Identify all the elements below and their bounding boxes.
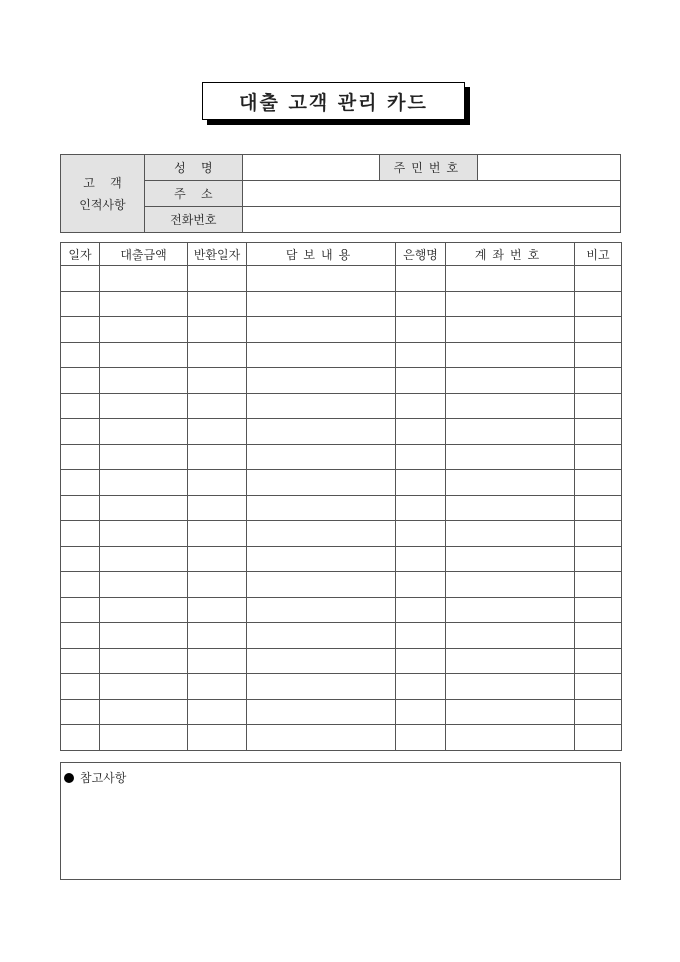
return-date-cell[interactable] [188,419,247,445]
bank-name-cell[interactable] [396,266,446,292]
table-row [61,266,622,292]
account-number-cell[interactable] [446,546,575,572]
account-number-cell[interactable] [446,597,575,623]
collateral-cell[interactable] [247,725,396,751]
remarks-cell[interactable] [575,495,622,521]
bank-name-cell[interactable] [396,674,446,700]
date-cell[interactable] [61,495,100,521]
account-number-cell[interactable] [446,470,575,496]
collateral-cell[interactable] [247,546,396,572]
table-row [61,419,622,445]
table-row [61,521,622,547]
date-cell[interactable] [61,546,100,572]
date-cell[interactable] [61,470,100,496]
return-date-cell[interactable] [188,266,247,292]
address-label: 주 소 [144,181,242,207]
account-number-cell[interactable] [446,725,575,751]
remarks-cell[interactable] [575,368,622,394]
remarks-cell[interactable] [575,419,622,445]
id-number-label: 주민번호 [380,155,478,181]
remarks-cell[interactable] [575,317,622,343]
remarks-cell[interactable] [575,393,622,419]
loan-amount-cell[interactable] [100,419,188,445]
table-row [61,291,622,317]
account-number-cell[interactable] [446,419,575,445]
table-row [61,393,622,419]
remarks-cell[interactable] [575,470,622,496]
loan-amount-cell[interactable] [100,546,188,572]
loan-amount-cell[interactable] [100,699,188,725]
header-return-date: 반환일자 [188,243,247,266]
date-cell[interactable] [61,317,100,343]
loan-amount-cell[interactable] [100,368,188,394]
collateral-cell[interactable] [247,597,396,623]
return-date-cell[interactable] [188,725,247,751]
table-row [61,495,622,521]
date-cell[interactable] [61,444,100,470]
account-number-cell[interactable] [446,266,575,292]
header-collateral: 담보내용 [247,243,396,266]
customer-category-cell [61,155,145,233]
category-line1: 고 객 [83,175,122,190]
date-cell[interactable] [61,648,100,674]
bank-name-cell[interactable] [396,572,446,598]
remarks-cell[interactable] [575,648,622,674]
table-row [61,597,622,623]
collateral-cell[interactable] [247,674,396,700]
date-cell[interactable] [61,699,100,725]
account-number-cell[interactable] [446,368,575,394]
loan-amount-cell[interactable] [100,725,188,751]
return-date-cell[interactable] [188,546,247,572]
header-account-number: 계좌번호 [446,243,575,266]
ledger-body [61,266,622,751]
table-row [61,699,622,725]
bank-name-cell[interactable] [396,623,446,649]
collateral-cell[interactable] [247,266,396,292]
collateral-cell[interactable] [247,648,396,674]
account-number-cell[interactable] [446,674,575,700]
collateral-cell[interactable] [247,572,396,598]
return-date-cell[interactable] [188,495,247,521]
bank-name-cell[interactable] [396,495,446,521]
collateral-cell[interactable] [247,623,396,649]
bank-name-cell[interactable] [396,725,446,751]
loan-amount-cell[interactable] [100,521,188,547]
table-row [61,368,622,394]
bank-name-cell[interactable] [396,419,446,445]
bank-name-cell[interactable] [396,546,446,572]
loan-amount-cell[interactable] [100,623,188,649]
loan-amount-cell[interactable] [100,648,188,674]
remarks-cell[interactable] [575,342,622,368]
date-cell[interactable] [61,291,100,317]
table-row [61,342,622,368]
return-date-cell[interactable] [188,393,247,419]
return-date-cell[interactable] [188,317,247,343]
bank-name-cell[interactable] [396,291,446,317]
remarks-cell[interactable] [575,291,622,317]
account-number-cell[interactable] [446,623,575,649]
return-date-cell[interactable] [188,444,247,470]
phone-label: 전화번호 [144,207,242,233]
customer-info-table [60,154,621,233]
account-number-cell[interactable] [446,699,575,725]
date-cell[interactable] [61,266,100,292]
account-number-cell[interactable] [446,291,575,317]
bank-name-cell[interactable] [396,444,446,470]
table-row [61,572,622,598]
loan-amount-cell[interactable] [100,597,188,623]
collateral-cell[interactable] [247,699,396,725]
return-date-cell[interactable] [188,699,247,725]
loan-amount-cell[interactable] [100,495,188,521]
table-row [61,725,622,751]
date-cell[interactable] [61,572,100,598]
notes-box[interactable] [60,762,621,880]
return-date-cell[interactable] [188,342,247,368]
remarks-cell[interactable] [575,521,622,547]
remarks-cell[interactable] [575,674,622,700]
loan-amount-cell[interactable] [100,470,188,496]
remarks-cell[interactable] [575,546,622,572]
collateral-cell[interactable] [247,368,396,394]
title-block [202,82,470,125]
date-cell[interactable] [61,674,100,700]
table-row [61,674,622,700]
account-number-cell[interactable] [446,521,575,547]
loan-amount-cell[interactable] [100,266,188,292]
return-date-cell[interactable] [188,597,247,623]
table-row [61,317,622,343]
bank-name-cell[interactable] [396,521,446,547]
remarks-cell[interactable] [575,623,622,649]
collateral-cell[interactable] [247,495,396,521]
collateral-cell[interactable] [247,521,396,547]
remarks-cell[interactable] [575,725,622,751]
loan-amount-cell[interactable] [100,291,188,317]
table-row [61,623,622,649]
category-line2: 인적사항 [79,197,126,212]
address-field[interactable] [242,181,620,207]
collateral-cell[interactable] [247,393,396,419]
bank-name-cell[interactable] [396,699,446,725]
notes-heading [64,769,126,786]
remarks-cell[interactable] [575,572,622,598]
collateral-cell[interactable] [247,470,396,496]
remarks-cell[interactable] [575,266,622,292]
page-title: 대출 고객 관리 카드 [202,82,465,120]
phone-field[interactable] [242,207,620,233]
bullet-icon [64,773,74,783]
bank-name-cell[interactable] [396,368,446,394]
table-row [61,470,622,496]
name-field[interactable] [242,155,380,181]
account-number-cell[interactable] [446,572,575,598]
date-cell[interactable] [61,725,100,751]
collateral-cell[interactable] [247,291,396,317]
header-loan-amount: 대출금액 [100,243,188,266]
account-number-cell[interactable] [446,393,575,419]
return-date-cell[interactable] [188,623,247,649]
name-label: 성 명 [144,155,242,181]
return-date-cell[interactable] [188,572,247,598]
bank-name-cell[interactable] [396,470,446,496]
loan-amount-cell[interactable] [100,674,188,700]
return-date-cell[interactable] [188,674,247,700]
return-date-cell[interactable] [188,368,247,394]
remarks-cell[interactable] [575,444,622,470]
remarks-cell[interactable] [575,699,622,725]
loan-ledger-table [60,242,622,751]
header-bank-name: 은행명 [396,243,446,266]
loan-amount-cell[interactable] [100,342,188,368]
account-number-cell[interactable] [446,444,575,470]
collateral-cell[interactable] [247,317,396,343]
date-cell[interactable] [61,521,100,547]
collateral-cell[interactable] [247,444,396,470]
date-cell[interactable] [61,419,100,445]
bank-name-cell[interactable] [396,317,446,343]
loan-amount-cell[interactable] [100,393,188,419]
bank-name-cell[interactable] [396,648,446,674]
return-date-cell[interactable] [188,291,247,317]
table-row [61,444,622,470]
account-number-cell[interactable] [446,317,575,343]
date-cell[interactable] [61,597,100,623]
date-cell[interactable] [61,342,100,368]
collateral-cell[interactable] [247,342,396,368]
date-cell[interactable] [61,393,100,419]
notes-label: 참고사항 [80,771,127,785]
table-row [61,648,622,674]
bank-name-cell[interactable] [396,597,446,623]
return-date-cell[interactable] [188,648,247,674]
header-remarks: 비고 [575,243,622,266]
account-number-cell[interactable] [446,342,575,368]
id-number-field[interactable] [478,155,621,181]
return-date-cell[interactable] [188,470,247,496]
loan-amount-cell[interactable] [100,317,188,343]
collateral-cell[interactable] [247,419,396,445]
loan-amount-cell[interactable] [100,444,188,470]
loan-amount-cell[interactable] [100,572,188,598]
table-row [61,546,622,572]
account-number-cell[interactable] [446,495,575,521]
account-number-cell[interactable] [446,648,575,674]
bank-name-cell[interactable] [396,393,446,419]
remarks-cell[interactable] [575,597,622,623]
date-cell[interactable] [61,623,100,649]
header-date: 일자 [61,243,100,266]
date-cell[interactable] [61,368,100,394]
bank-name-cell[interactable] [396,342,446,368]
return-date-cell[interactable] [188,521,247,547]
